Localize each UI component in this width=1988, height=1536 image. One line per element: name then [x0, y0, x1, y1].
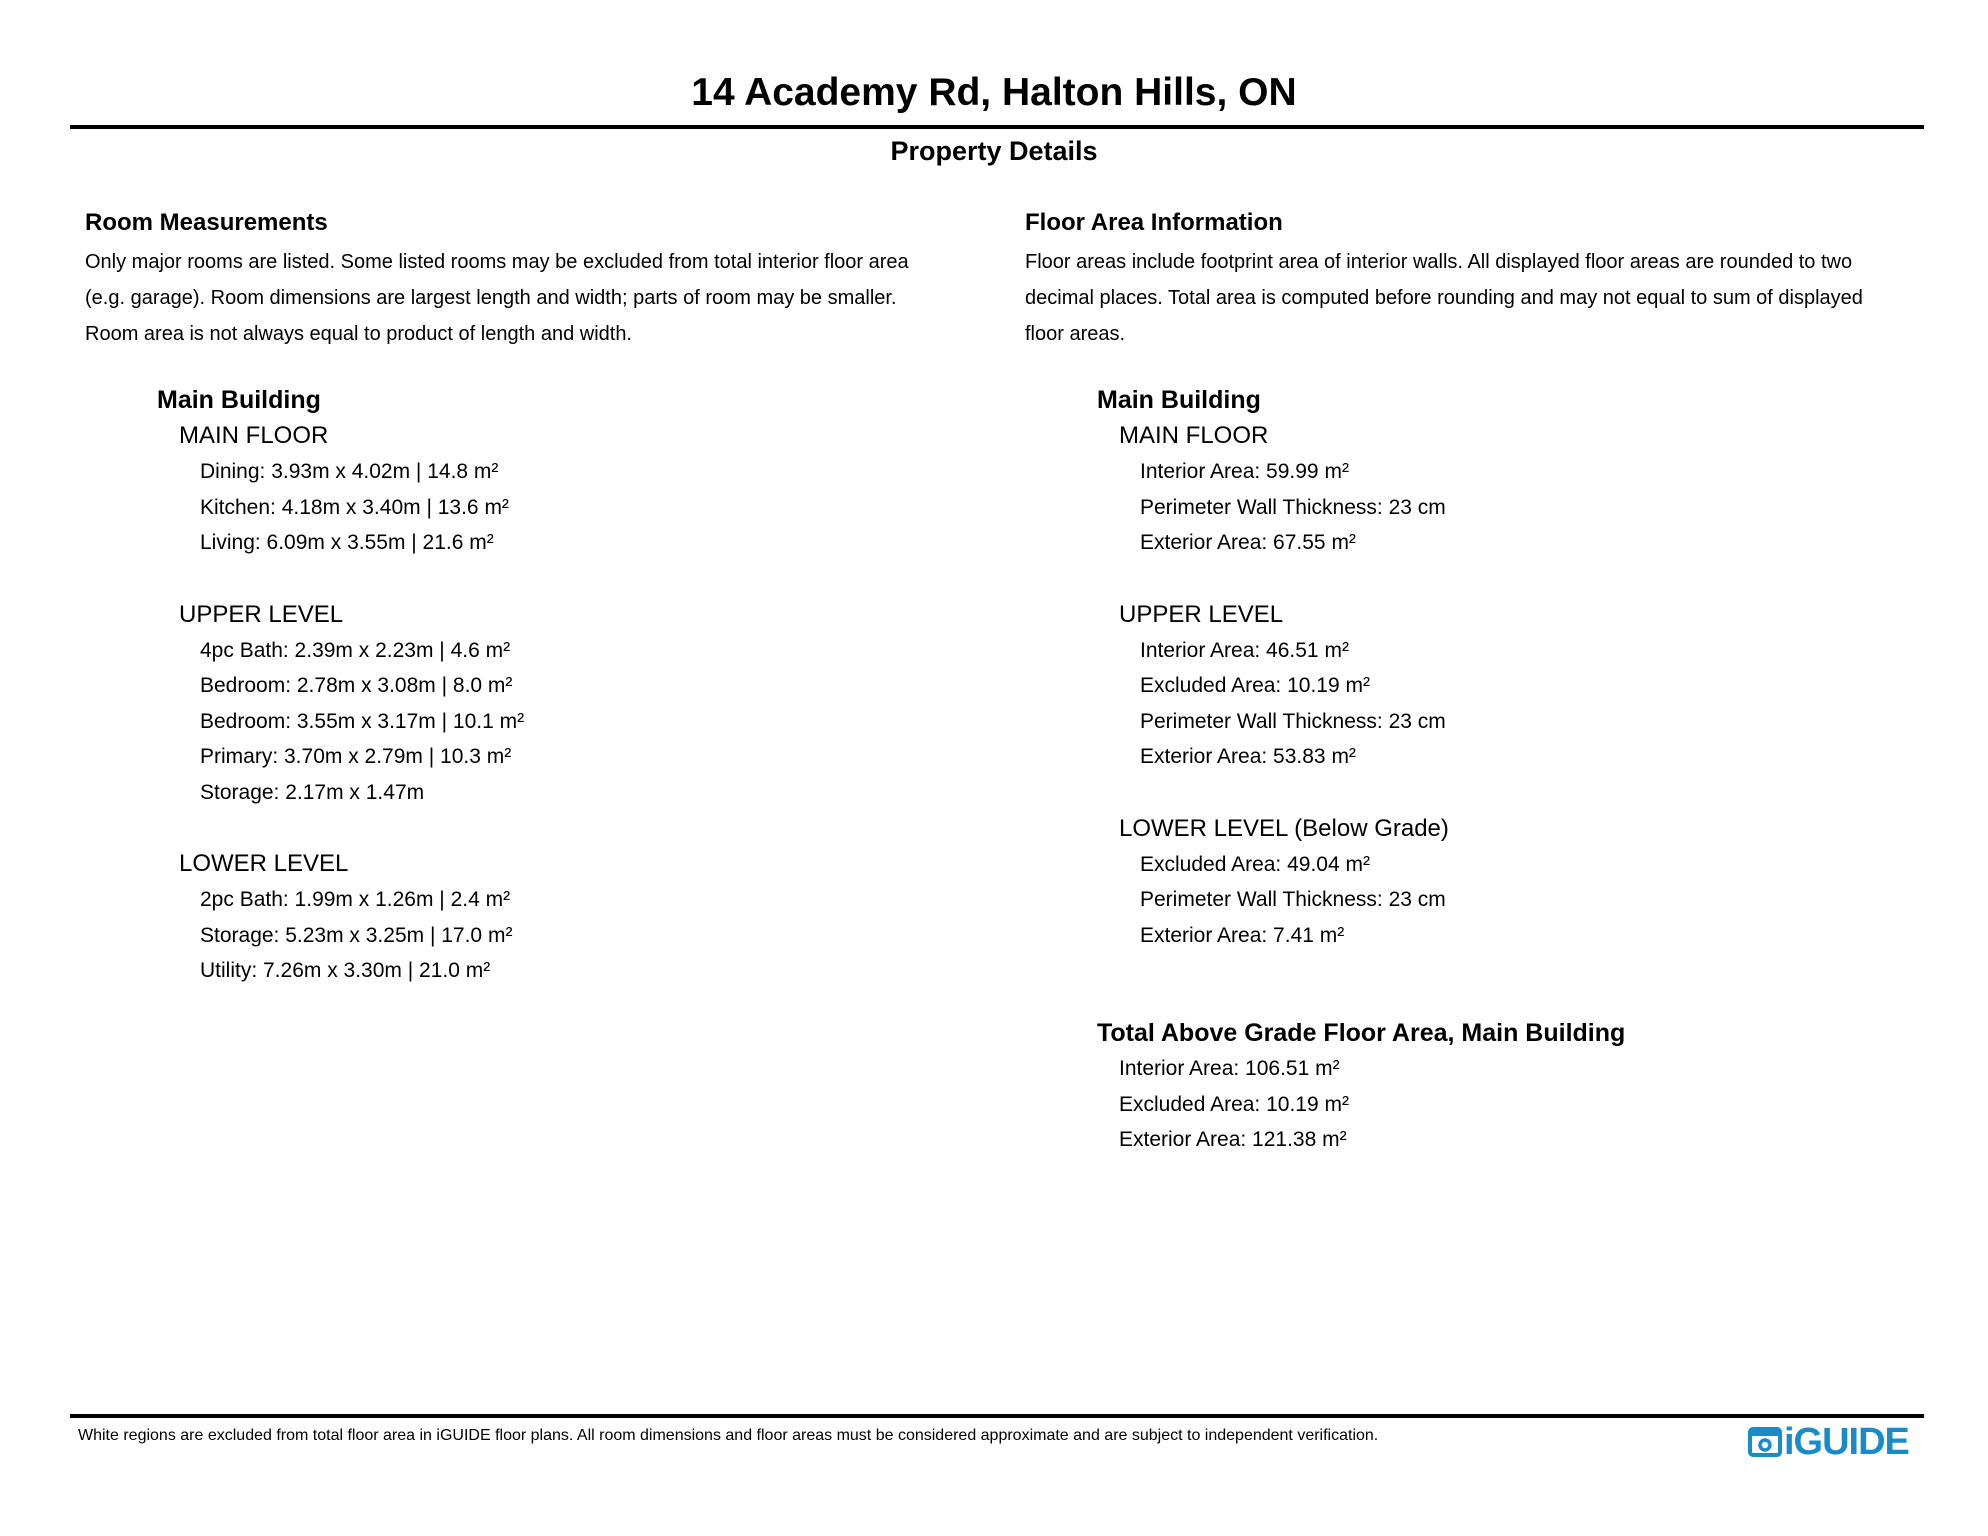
- room-measurements-heading: Room Measurements: [85, 209, 328, 236]
- room-item: Primary: 3.70m x 2.79m | 10.3 m²: [200, 745, 512, 768]
- room-item: Storage: 2.17m x 1.47m: [200, 780, 425, 804]
- room-item: Bedroom: 3.55m x 3.17m | 10.1 m²: [200, 709, 525, 733]
- iguide-logo-icon: [1748, 1426, 1782, 1458]
- area-item: Perimeter Wall Thickness: 23 cm: [1140, 709, 1446, 733]
- area-item: Excluded Area: 49.04 m²: [1140, 852, 1370, 876]
- area-item: Exterior Area: 7.41 m²: [1140, 923, 1345, 947]
- footer-divider: [70, 1414, 1924, 1418]
- area-item: Interior Area: 59.99 m²: [1140, 460, 1349, 483]
- total-area-item: Excluded Area: 10.19 m²: [1119, 1092, 1349, 1116]
- building-title: Main Building: [1097, 386, 1261, 414]
- floor-title: UPPER LEVEL: [1119, 600, 1284, 628]
- room-item: 2pc Bath: 1.99m x 1.26m | 2.4 m²: [200, 888, 511, 911]
- floor-title: LOWER LEVEL: [179, 850, 349, 877]
- floor-upper: [1119, 597, 1925, 775]
- room-item: Storage: 5.23m x 3.25m | 17.0 m²: [200, 923, 513, 947]
- room-item: Utility: 7.26m x 3.30m | 21.0 m²: [200, 959, 491, 982]
- total-area-title: Total Above Grade Floor Area, Main Building: [1097, 1019, 1626, 1047]
- room-measurements-section: [85, 206, 985, 989]
- room-item: Dining: 3.93m x 4.02m | 14.8 m²: [200, 460, 499, 483]
- area-item: Excluded Area: 10.19 m²: [1140, 674, 1370, 697]
- floor-area-heading: Floor Area Information: [1025, 209, 1283, 236]
- note-line: Room area is not always equal to product of length and width.: [85, 323, 632, 345]
- iguide-logo: [1748, 1420, 1909, 1464]
- building-block: [1097, 382, 1925, 953]
- page-subtitle: Property Details: [890, 136, 1098, 166]
- room-item: 4pc Bath: 2.39m x 2.23m | 4.6 m²: [200, 638, 511, 662]
- note-line: Floor areas include footprint area of interior walls. All displayed floor areas are rounded to two: [1025, 251, 1853, 273]
- floor-title: MAIN FLOOR: [1119, 422, 1269, 449]
- area-item: Exterior Area: 53.83 m²: [1140, 745, 1356, 768]
- total-area-item: Interior Area: 106.51 m²: [1119, 1057, 1340, 1080]
- floor-lower: [179, 846, 985, 989]
- floor-title: MAIN FLOOR: [179, 422, 329, 449]
- room-item: Kitchen: 4.18m x 3.40m | 13.6 m²: [200, 495, 509, 519]
- area-item: Perimeter Wall Thickness: 23 cm: [1140, 495, 1446, 519]
- room-measurements-note: [85, 244, 985, 352]
- total-area-item: Exterior Area: 121.38 m²: [1119, 1128, 1347, 1151]
- floor-main: [1119, 418, 1925, 561]
- building-block: [157, 382, 985, 989]
- floor-main: [179, 418, 985, 561]
- total-area-block: [1097, 1015, 1925, 1158]
- floor-area-section: [1025, 206, 1925, 1158]
- floor-lower: [1119, 811, 1925, 954]
- room-item: Living: 6.09m x 3.55m | 21.6 m²: [200, 531, 494, 554]
- page-title: 14 Academy Rd, Halton Hills, ON: [691, 71, 1297, 114]
- floor-area-note: [1025, 244, 1925, 352]
- area-item: Interior Area: 46.51 m²: [1140, 638, 1349, 662]
- header-divider: [70, 125, 1924, 129]
- note-line: (e.g. garage). Room dimensions are largest length and width; parts of room may be smaller.: [85, 287, 897, 309]
- area-item: Exterior Area: 67.55 m²: [1140, 531, 1356, 554]
- floor-title: UPPER LEVEL: [179, 600, 344, 628]
- note-line: Only major rooms are listed. Some listed rooms may be excluded from total interior floor area: [85, 251, 909, 273]
- note-line: floor areas.: [1025, 323, 1126, 345]
- floor-upper: [179, 597, 985, 811]
- note-line: decimal places. Total area is computed before rounding and may not equal to sum of displayed: [1025, 287, 1863, 309]
- logo-text: iGUIDE: [1784, 1421, 1909, 1463]
- room-item: Bedroom: 2.78m x 3.08m | 8.0 m²: [200, 674, 513, 697]
- area-item: Perimeter Wall Thickness: 23 cm: [1140, 888, 1446, 911]
- building-title: Main Building: [157, 386, 321, 414]
- floor-title: LOWER LEVEL (Below Grade): [1119, 814, 1449, 842]
- footer-note: White regions are excluded from total floor area in iGUIDE floor plans. All room dimensions and floor areas must be considered approximate and are subject to independent verification.: [78, 1427, 1379, 1444]
